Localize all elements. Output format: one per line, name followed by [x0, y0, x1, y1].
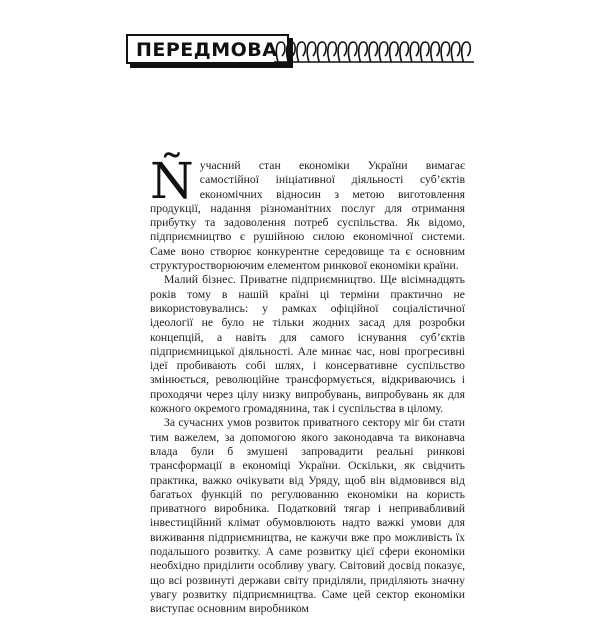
- spiral-coil: [379, 42, 388, 62]
- dropcap-letter: Ñ: [150, 152, 194, 210]
- title-box: [126, 34, 289, 64]
- spiral-coil: [441, 42, 450, 62]
- spiral-coil: [318, 42, 327, 62]
- spiral-coil: [400, 42, 409, 62]
- page-header: [126, 34, 486, 68]
- page-title: ПЕРЕДМОВА: [136, 39, 278, 61]
- spiral-coil: [390, 42, 399, 62]
- spiral-coil: [338, 42, 347, 62]
- preface-text: [150, 152, 465, 617]
- spiral-coil: [451, 42, 460, 62]
- paragraph-1: [150, 152, 465, 273]
- spiral-coil: [421, 42, 430, 62]
- spiral-binding-decoration: [274, 36, 474, 66]
- spiral-coil: [462, 42, 471, 62]
- spiral-coil: [348, 42, 357, 62]
- spiral-coil: [359, 42, 368, 62]
- spiral-coil: [369, 42, 378, 62]
- spiral-coil: [410, 42, 419, 62]
- spiral-coil: [431, 42, 440, 62]
- spiral-coil: [287, 42, 296, 62]
- spiral-coil: [297, 42, 306, 62]
- spiral-coil: [307, 42, 316, 62]
- spiral-coil: [328, 42, 337, 62]
- paragraph-2: Малий бізнес. Приватне підприємництво. Ще вісімнадцять років тому в нашій країні ці терміни практично не використовувались: у рамках офіційної соціалістичної ідеології не було не тільки жодних засад для розробки концепцій, а навіть для самого існування суб’єктів підприємницької діяльності. Але минає час, нові прогресивні ідеї пробивають собі шлях, і консервативне суспільство змінюється, революційне трансформується, відкриваючись і проходячи через цілу низку випробувань, випробувань як для кожного окремого громадянина, так і суспільства в цілому.: [150, 273, 465, 416]
- spiral-coil: [276, 42, 285, 62]
- paragraph-1-text: учасний стан економіки України вимагає самостійної ініціативної діяльності суб’єктів економічних відносин з метою виготовлення продукції, надання різноманітних послуг для отримання прибутку та задоволення потреб суспільства. Як відомо, підприємництво є рушійною силою економічної системи. Саме воно створює конкурентне середовище та є основним структуростворюючим елементом ринкової економіки країни.: [150, 159, 465, 273]
- paragraph-3: За сучасних умов розвиток приватного сектору міг би стати тим важелем, за допомогою якого законодавча та виконавча влада були б змушені запровадити реальні ринкові трансформації в економіці України. Оскільки, як свідчить практика, важко очікувати від Уряду, щоб він відмовився від багатьох функцій по регулюванню економіки на користь приватного виробника. Податковий тягар і непривабливий інвестиційний клімат обумовлюють надто важкі умови для виживання підприємництва, не кажучи вже про можливість їх подальшого розвитку. А саме розвитку цієї сфери економіки необхідно приділити особливу увагу. Світовий досвід показує, що всі розвинуті держави світу приділяли, приділяють значну увагу розвитку підприємництва. Саме цей сектор економіки виступає основним виробником: [150, 416, 465, 616]
